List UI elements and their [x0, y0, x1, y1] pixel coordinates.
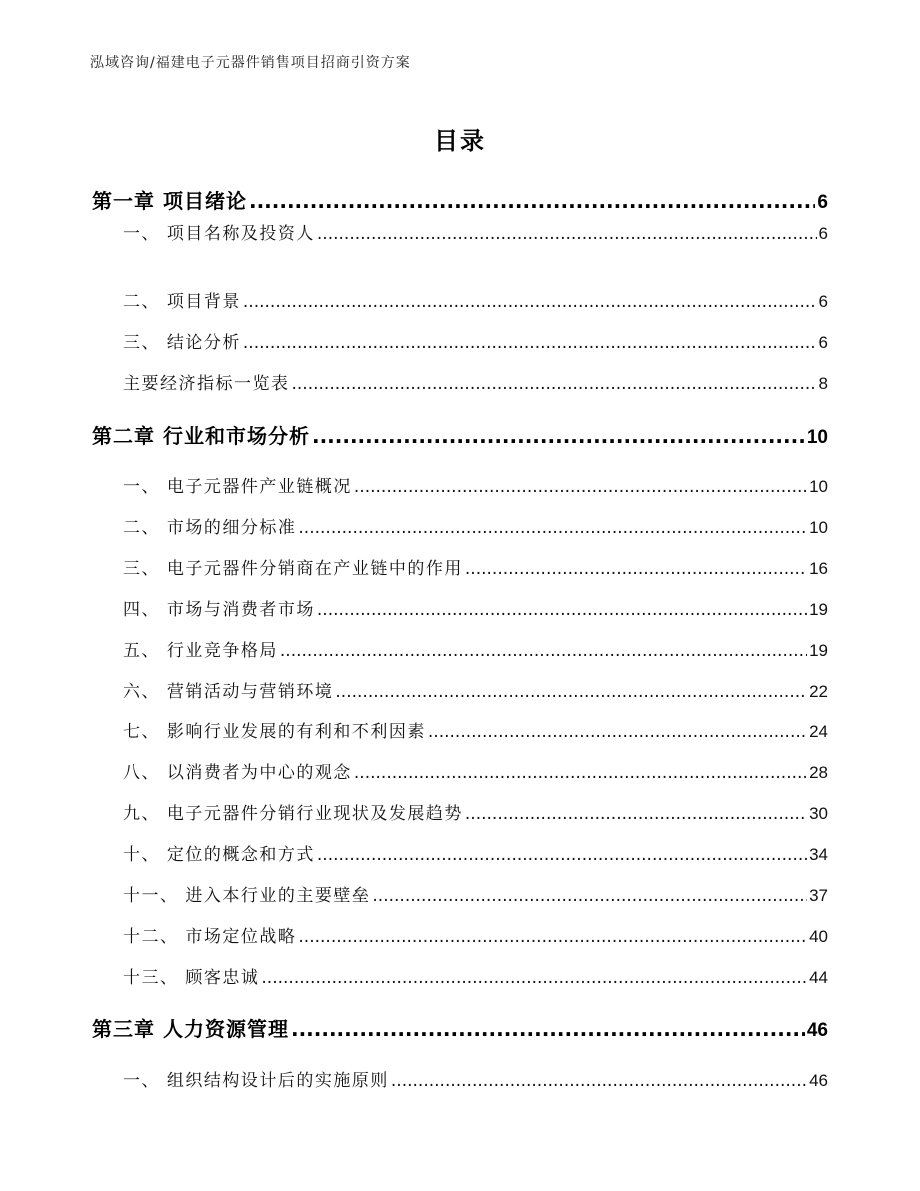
toc-page-number: 6: [818, 292, 828, 311]
toc-page-number: 19: [809, 600, 828, 619]
toc-page-number: 22: [809, 682, 828, 701]
toc-section-item[interactable]: [123, 287, 828, 312]
toc-page-number: 30: [809, 804, 828, 823]
toc-entry-label: 十二、 市场定位战略: [123, 927, 297, 947]
dot-leader: [280, 641, 807, 661]
toc-section-item[interactable]: [123, 595, 828, 620]
toc-section-item[interactable]: [123, 369, 828, 394]
toc-section-item[interactable]: [123, 513, 828, 538]
toc-page-number: 46: [809, 1071, 828, 1090]
dot-leader: [335, 682, 807, 702]
toc-chapter-1[interactable]: [92, 185, 828, 214]
toc-page-number: 34: [809, 845, 828, 864]
toc-page-number: 24: [809, 722, 828, 741]
toc-section-item[interactable]: [123, 799, 828, 824]
toc-entry-label: 七、 影响行业发展的有利和不利因素: [123, 722, 426, 742]
toc-entry-label: 第三章 人力资源管理: [92, 1017, 289, 1041]
toc-page-number: 10: [809, 518, 828, 537]
dot-leader: [354, 477, 807, 497]
toc-entry-label: 三、 结论分析: [123, 333, 241, 353]
toc-section-item[interactable]: [123, 636, 828, 661]
toc-chapter-3[interactable]: [92, 1013, 828, 1042]
dot-leader: [261, 968, 807, 988]
toc-page-number: 37: [809, 886, 828, 905]
toc-entry-label: 一、 电子元器件产业链概况: [123, 477, 352, 497]
dot-leader: [292, 374, 817, 394]
toc-page-number: 10: [809, 477, 828, 496]
toc-section-item[interactable]: [123, 472, 828, 497]
toc-page-number: 6: [817, 192, 828, 213]
toc-entry-label: 十一、 进入本行业的主要壁垒: [123, 886, 371, 906]
toc-page-number: 10: [806, 427, 828, 448]
toc-entry-label: 二、 项目背景: [123, 292, 241, 312]
toc-page-number: 44: [809, 968, 828, 987]
toc-section-item[interactable]: [123, 219, 828, 244]
toc-entry-label: 一、 项目名称及投资人: [123, 224, 315, 244]
toc-section-item[interactable]: [123, 758, 828, 783]
toc-entry-label: 主要经济指标一览表: [123, 374, 290, 394]
toc-chapter-2[interactable]: [92, 420, 828, 449]
dot-leader: [428, 722, 807, 742]
dot-leader: [298, 518, 807, 538]
dot-leader: [391, 1071, 807, 1091]
toc-section-item[interactable]: [123, 1066, 828, 1091]
toc-section-item[interactable]: [123, 677, 828, 702]
toc-section-item[interactable]: [123, 881, 828, 906]
toc-entry-label: 十三、 顾客忠诚: [123, 968, 260, 988]
dot-leader: [317, 224, 817, 244]
toc-section-item[interactable]: [123, 922, 828, 947]
toc-section-item[interactable]: [123, 554, 828, 579]
toc-entry-label: 第一章 项目绪论: [92, 189, 247, 213]
toc-page-number: 6: [818, 333, 828, 352]
dot-leader: [243, 333, 817, 353]
dot-leader: [465, 804, 807, 824]
dot-leader: [354, 763, 807, 783]
toc-page-number: 40: [809, 927, 828, 946]
toc-page-number: 8: [818, 374, 828, 393]
toc-section-item[interactable]: [123, 840, 828, 865]
toc-entry-label: 六、 营销活动与营销环境: [123, 682, 334, 702]
dot-leader: [243, 292, 817, 312]
toc-entry-label: 一、 组织结构设计后的实施原则: [123, 1071, 389, 1091]
toc-entry-label: 二、 市场的细分标准: [123, 518, 297, 538]
toc-section-item[interactable]: [123, 963, 828, 988]
dot-leader: [317, 845, 807, 865]
toc-entry-label: 三、 电子元器件分销商在产业链中的作用: [123, 559, 463, 579]
toc-entry-label: 五、 行业竞争格局: [123, 641, 278, 661]
dot-leader: [317, 600, 807, 620]
toc-page-number: 6: [818, 224, 828, 243]
toc-entry-label: 第二章 行业和市场分析: [92, 424, 310, 448]
toc-entry-label: 八、 以消费者为中心的观念: [123, 763, 352, 783]
toc-page-number: 16: [809, 559, 828, 578]
dot-leader: [465, 559, 807, 579]
toc-entry-label: 九、 电子元器件分销行业现状及发展趋势: [123, 804, 463, 824]
dot-leader: [372, 886, 807, 906]
toc-section-item[interactable]: [123, 328, 828, 353]
dot-leader: [249, 189, 815, 213]
toc-entry-label: 十、 定位的概念和方式: [123, 845, 315, 865]
dot-leader: [291, 1017, 805, 1041]
toc-page-number: 46: [806, 1020, 828, 1041]
page-title: 目录: [434, 127, 486, 155]
toc-section-item[interactable]: [123, 717, 828, 742]
toc-entry-label: 四、 市场与消费者市场: [123, 600, 315, 620]
toc-page-number: 19: [809, 641, 828, 660]
toc-page-number: 28: [809, 763, 828, 782]
dot-leader: [298, 927, 807, 947]
dot-leader: [312, 424, 805, 448]
running-header: 泓域咨询/福建电子元器件销售项目招商引资方案: [90, 55, 411, 71]
